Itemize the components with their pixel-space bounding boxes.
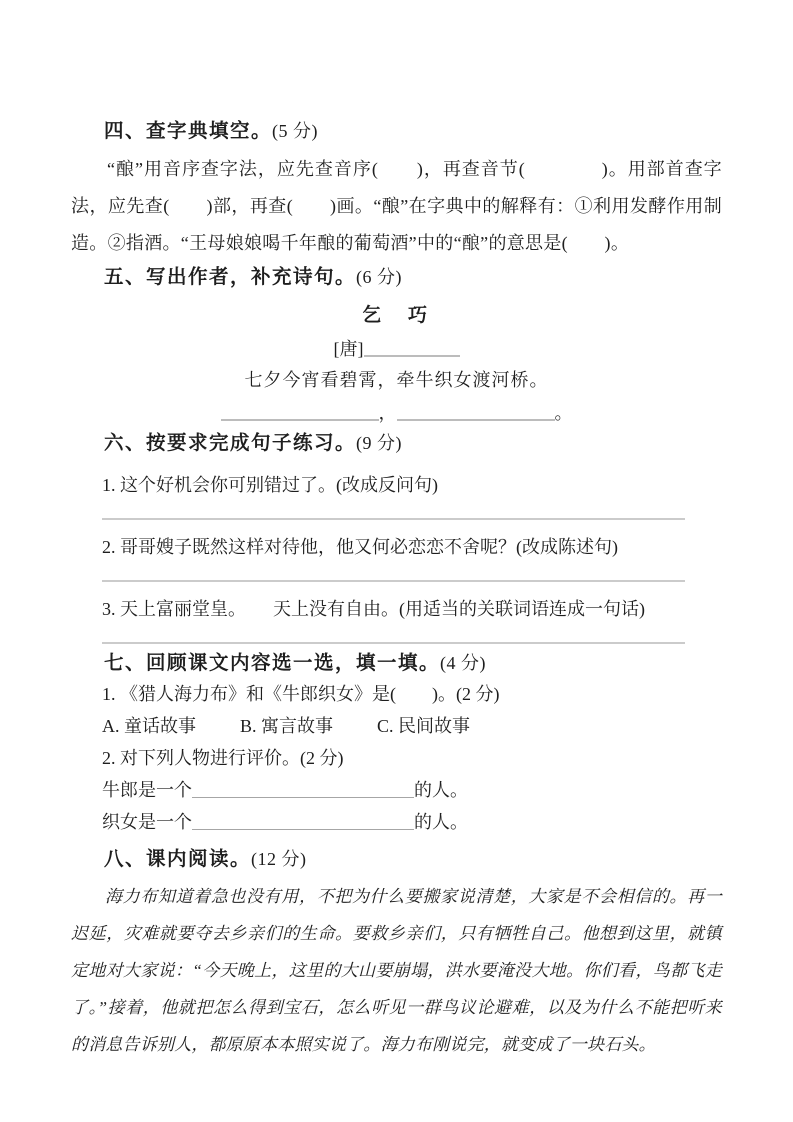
verse-answer-blank bbox=[397, 407, 555, 421]
section-title: 四、查字典填空。 bbox=[104, 120, 273, 142]
period-mark: 。 bbox=[554, 403, 573, 423]
section-points: (6 分) bbox=[356, 267, 403, 287]
section-points: (12 分) bbox=[251, 849, 307, 869]
section-heading bbox=[71, 264, 722, 292]
fill-prefix: 牛郎是一个 bbox=[102, 780, 192, 800]
section-heading bbox=[71, 846, 722, 874]
answer-line bbox=[102, 642, 685, 644]
option-b: B. 寓言故事 bbox=[240, 716, 334, 736]
dictionary-question-text: “酿”用音序查字法，应先查音序( )，再查音节( )。用部首查字法，应先查( )部，再查( )画。“酿”在字典中的解释有：①利用发酵作用制造。②指酒。“王母娘娘喝千年酿的葡萄酒”中的“酿”的意思是( )。 bbox=[71, 159, 722, 253]
section-heading bbox=[71, 650, 722, 678]
poem-title: 乞 巧 bbox=[361, 305, 431, 326]
option-a: A. 童话故事 bbox=[102, 716, 196, 736]
sentence-question-3: 3. 天上富丽堂皇。 天上没有自由。(用适当的关联词语连成一句话) bbox=[102, 599, 645, 619]
sentence-question-1: 1. 这个好机会你可别错过了。(改成反问句) bbox=[102, 475, 438, 495]
section-reading bbox=[71, 846, 722, 1063]
section-title: 八、课内阅读。 bbox=[104, 848, 252, 870]
section-points: (4 分) bbox=[440, 653, 487, 673]
section-poem bbox=[71, 264, 722, 428]
section-heading bbox=[71, 118, 722, 146]
section-title: 七、回顾课文内容选一选，填一填。 bbox=[104, 652, 441, 674]
section-dictionary-fill bbox=[71, 118, 722, 262]
fill-suffix: 的人。 bbox=[414, 812, 468, 832]
section-points: (9 分) bbox=[356, 433, 403, 453]
sentence-question-2: 2. 哥哥嫂子既然这样对待他，他又何必恋恋不舍呢？(改成陈述句) bbox=[102, 537, 618, 557]
comma-separator: ， bbox=[378, 403, 397, 423]
section-text-recall bbox=[71, 650, 722, 838]
section-heading bbox=[71, 430, 722, 458]
section-sentence-practice bbox=[71, 430, 722, 644]
answer-line bbox=[102, 518, 685, 520]
recall-question-2: 2. 对下列人物进行评价。(2 分) bbox=[102, 748, 344, 768]
section-title: 六、按要求完成句子练习。 bbox=[104, 432, 357, 454]
fill-suffix: 的人。 bbox=[414, 780, 468, 800]
poem-blank-line bbox=[71, 396, 722, 428]
fill-line-niulang bbox=[71, 774, 722, 806]
fill-answer-blank bbox=[192, 784, 414, 798]
option-c: C. 民间故事 bbox=[377, 716, 471, 736]
reading-passage: 海力布知道着急也没有用，不把为什么要搬家说清楚，大家是不会相信的。再一迟延，灾难就要夺去乡亲们的生命。要救乡亲们，只有牺牲自己。他想到这里，就镇定地对大家说：“今天晚上，这里的大山要崩塌，洪水要淹没大地。你们看，鸟都飞走了。”接着，他就把怎么得到宝石，怎么听见一群鸟议论避难，以及为什么不能把听来的消息告诉别人，都原原本本照实说了。海力布刚说完，就变成了一块石头。 bbox=[71, 887, 722, 1054]
answer-line bbox=[102, 580, 685, 582]
verse-answer-blank bbox=[221, 407, 379, 421]
choice-options-row bbox=[71, 710, 722, 742]
fill-prefix: 织女是一个 bbox=[102, 812, 192, 832]
author-dynasty-label: [唐] bbox=[333, 339, 364, 359]
poem-author-line bbox=[71, 333, 722, 365]
fill-answer-blank bbox=[192, 816, 414, 830]
section-points: (5 分) bbox=[272, 121, 319, 141]
fill-line-zhinv bbox=[71, 806, 722, 838]
recall-question-1: 1. 《猎人海力布》和《牛郎织女》是( )。(2 分) bbox=[102, 684, 500, 704]
section-title: 五、写出作者，补充诗句。 bbox=[104, 266, 357, 288]
poem-verse-line: 七夕今宵看碧霄，牵牛织女渡河桥。 bbox=[244, 370, 549, 390]
author-answer-blank bbox=[364, 343, 460, 357]
